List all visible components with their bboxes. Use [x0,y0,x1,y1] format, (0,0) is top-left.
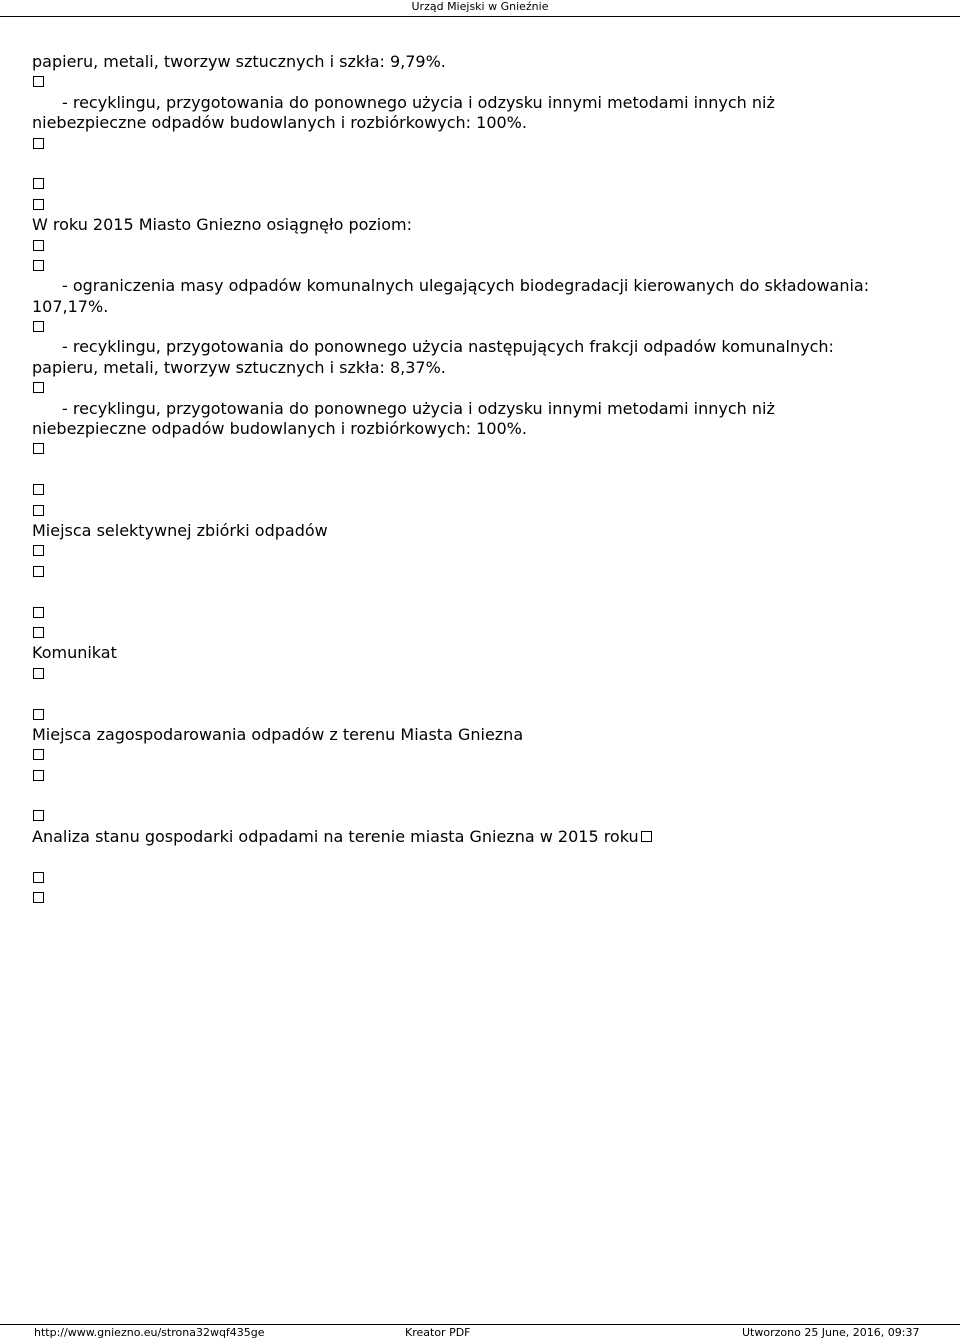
footer-url[interactable]: http://www.gniezno.eu/strona32wqf435ge [34,1326,265,1339]
checkbox-line [32,541,932,561]
section-link[interactable]: Analiza stanu gospodarki odpadami na terenie miasta Gniezna w 2015 roku [32,826,639,846]
section-link-line [32,827,932,847]
empty-square-icon [33,76,44,87]
paragraph-line: - recyklingu, przygotowania do ponownego użycia i odzysku innymi metodami innych niż [62,398,775,418]
checkbox-line [32,134,932,154]
checkbox-line [32,745,932,765]
paragraph-line: papieru, metali, tworzyw sztucznych i szkła: 8,37%. [32,357,446,377]
spacer [32,582,932,602]
checkbox-line [32,501,932,521]
spacer [32,154,932,174]
empty-square-icon [33,749,44,760]
empty-square-icon [33,627,44,638]
empty-square-icon [33,872,44,883]
empty-square-icon [33,892,44,903]
checkbox-line [32,806,932,826]
paragraph-line: papieru, metali, tworzyw sztucznych i szkła: 9,79%. [32,52,446,71]
checkbox-line [32,480,932,500]
paragraph-line: 107,17%. [32,296,109,316]
checkbox-line [32,664,932,684]
paragraph-line: niebezpieczne odpadów budowlanych i rozbiórkowych: 100%. [32,419,527,439]
checkbox-line [32,195,932,215]
header-divider [0,16,960,17]
empty-square-icon [33,199,44,210]
empty-square-icon [33,810,44,821]
checkbox-line [32,888,932,908]
empty-square-icon [33,382,44,393]
empty-square-icon [33,178,44,189]
empty-square-icon [33,484,44,495]
checkbox-line [32,603,932,623]
section-link[interactable]: Miejsca selektywnej zbiórki odpadów [32,520,328,540]
checkbox-line [32,623,932,643]
checkbox-line [32,256,932,276]
checkbox-line [32,705,932,725]
empty-square-icon [33,607,44,618]
spacer [32,460,932,480]
document-body [32,52,932,908]
empty-square-icon [33,545,44,556]
empty-square-icon [33,709,44,720]
paragraph-line: - recyklingu, przygotowania do ponownego użycia i odzysku innymi metodami innych niż [62,92,775,112]
page-header [0,0,960,16]
section-link[interactable]: Miejsca zagospodarowania odpadów z terenu Miasta Gniezna [32,724,524,744]
checkbox-line [32,236,932,256]
paragraph-line: niebezpieczne odpadów budowlanych i rozbiórkowych: 100%. [32,113,527,133]
footer-divider [0,1324,960,1325]
paragraph-line: - recyklingu, przygotowania do ponownego użycia następujących frakcji odpadów komunalnych: [62,337,834,357]
empty-square-icon [33,260,44,271]
checkbox-line [32,378,932,398]
empty-square-icon [33,566,44,577]
empty-square-icon [33,770,44,781]
empty-square-icon [641,831,652,842]
spacer [32,684,932,704]
section-link[interactable]: Komunikat [32,643,117,663]
spacer [32,786,932,806]
section-heading: W roku 2015 Miasto Gniezno osiągnęło poziom: [32,215,412,235]
checkbox-line [32,72,932,92]
empty-square-icon [33,443,44,454]
checkbox-line [32,439,932,459]
empty-square-icon [33,505,44,516]
empty-square-icon [33,138,44,149]
checkbox-line [32,868,932,888]
paragraph-line: - ograniczenia masy odpadów komunalnych ulegających biodegradacji kierowanych do składowania: [62,276,870,296]
checkbox-line [32,766,932,786]
checkbox-line [32,562,932,582]
checkbox-line [32,174,932,194]
empty-square-icon [33,240,44,251]
checkbox-line [32,317,932,337]
header-title: Urząd Miejski w Gnieźnie [411,0,549,13]
empty-square-icon [33,668,44,679]
footer-created-date: Utworzono 25 June, 2016, 09:37 [742,1326,920,1339]
empty-square-icon [33,321,44,332]
spacer [32,847,932,867]
footer-creator: Kreator PDF [405,1326,471,1339]
